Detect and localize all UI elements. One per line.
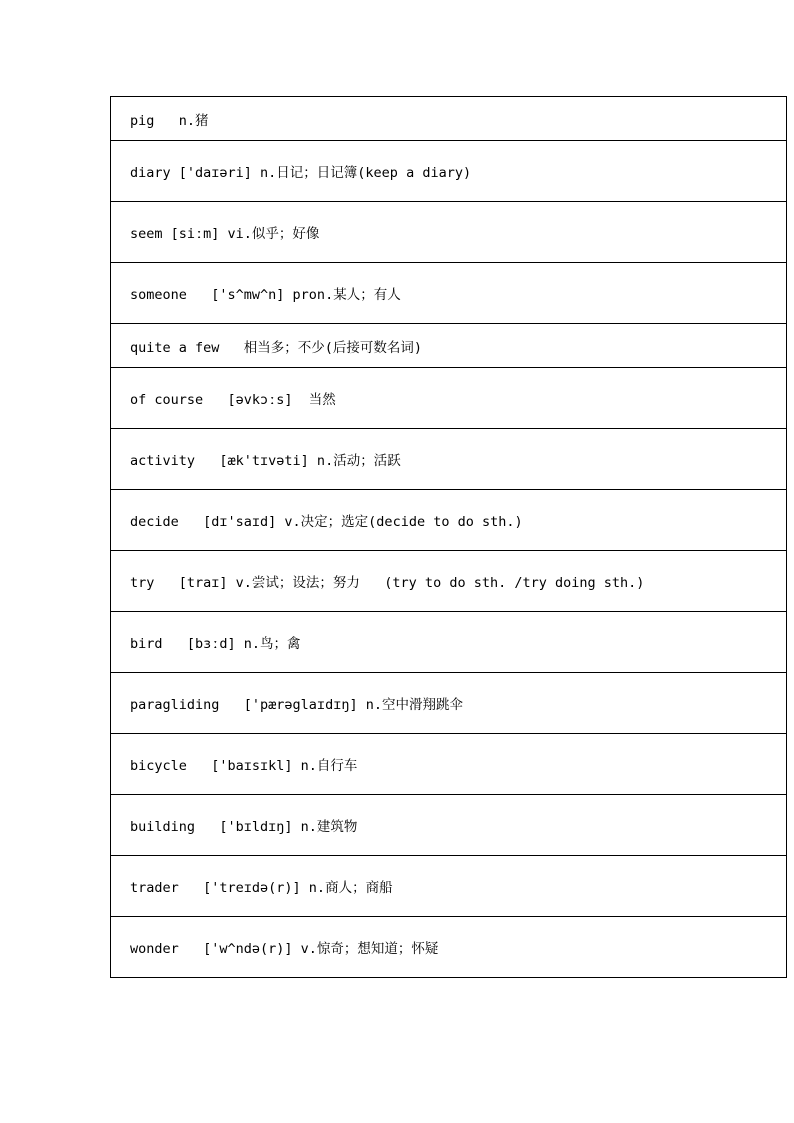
vocab-entry: someone ['s^mw^n] pron.某人；有人	[111, 263, 787, 324]
table-row	[111, 612, 787, 673]
vocab-entry: bird [bɜːd] n.鸟；禽	[111, 612, 787, 673]
vocab-entry: seem [siːm] vi.似乎；好像	[111, 202, 787, 263]
vocab-entry: decide [dɪ'saɪd] v.决定；选定(decide to do sth.)	[111, 490, 787, 551]
vocab-entry: trader ['treɪdə(r)] n.商人；商船	[111, 856, 787, 917]
vocabulary-table	[110, 96, 787, 978]
table-row	[111, 917, 787, 978]
vocab-entry: pig n.猪	[111, 97, 787, 141]
table-row	[111, 97, 787, 141]
vocab-entry: of course [əvkɔːs] 当然	[111, 368, 787, 429]
table-row	[111, 673, 787, 734]
table-row	[111, 263, 787, 324]
table-row	[111, 795, 787, 856]
table-row	[111, 429, 787, 490]
vocab-entry: building ['bɪldɪŋ] n.建筑物	[111, 795, 787, 856]
vocab-entry: activity [æk'tɪvəti] n.活动；活跃	[111, 429, 787, 490]
table-row	[111, 856, 787, 917]
table-row	[111, 734, 787, 795]
vocab-entry: bicycle ['baɪsɪkl] n.自行车	[111, 734, 787, 795]
vocab-entry: quite a few 相当多；不少(后接可数名词)	[111, 324, 787, 368]
vocab-entry: wonder ['w^ndə(r)] v.惊奇；想知道；怀疑	[111, 917, 787, 978]
table-row	[111, 490, 787, 551]
vocab-entry: try [traɪ] v.尝试；设法；努力 (try to do sth. /try doing sth.)	[111, 551, 787, 612]
table-row	[111, 202, 787, 263]
table-row	[111, 551, 787, 612]
table-row	[111, 141, 787, 202]
table-row	[111, 368, 787, 429]
vocab-entry: paragliding ['pærəglaɪdɪŋ] n.空中滑翔跳伞	[111, 673, 787, 734]
vocab-entry: diary ['daɪəri] n.日记；日记簿(keep a diary)	[111, 141, 787, 202]
table-row	[111, 324, 787, 368]
